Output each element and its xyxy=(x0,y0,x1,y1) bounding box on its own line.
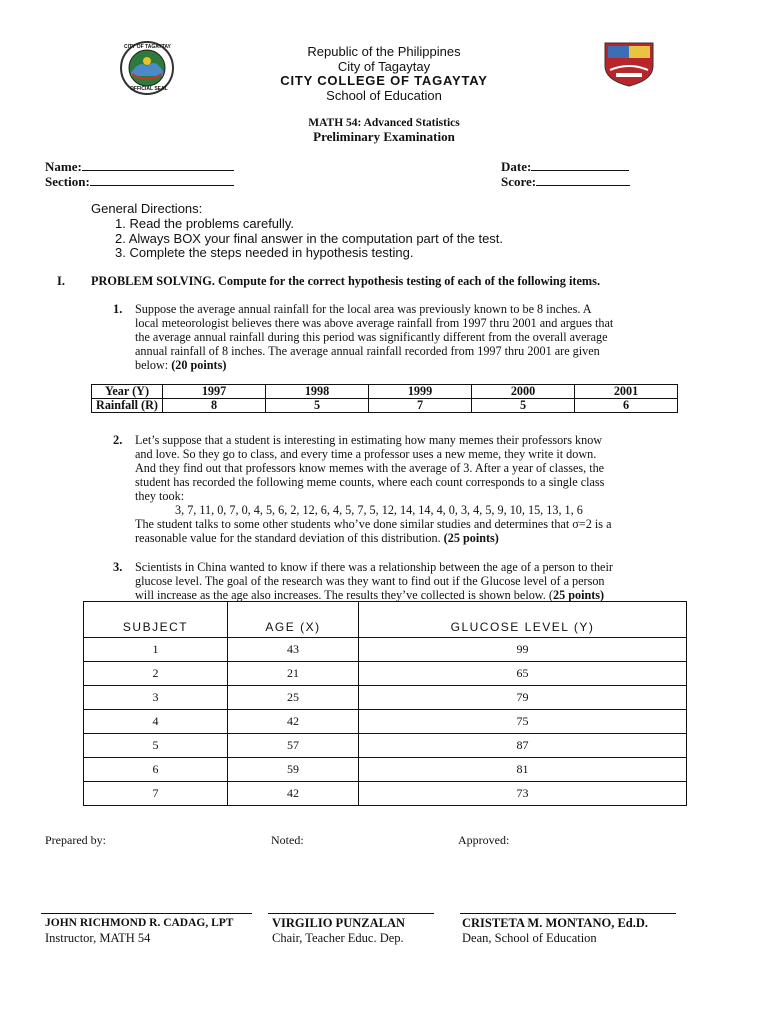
name-blank[interactable] xyxy=(82,158,234,171)
rain-year-cell: 1998 xyxy=(266,385,369,399)
q1-line-1: Suppose the average annual rainfall for the local area was previously known to be 8 inches. A xyxy=(135,302,592,316)
glucose-header-level: GLUCOSE LEVEL (Y) xyxy=(359,602,687,638)
glucose-cell: 42 xyxy=(228,710,359,734)
noted-label: Noted: xyxy=(271,833,304,847)
course-title: MATH 54: Advanced Statistics xyxy=(308,117,460,129)
rain-year-cell: 2000 xyxy=(472,385,575,399)
table-row xyxy=(84,662,687,686)
q2-data: 3, 7, 11, 0, 7, 0, 4, 5, 6, 2, 12, 6, 4, 5, 7, 5, 12, 14, 14, 4, 0, 3, 4, 5, 9, 10, 15, 13, 1, 6 xyxy=(175,503,583,517)
q2-line-2: and love. So they go to class, and every time a professor uses a new meme, they write it down. xyxy=(135,447,597,461)
glucose-cell: 43 xyxy=(228,638,359,662)
q2-number: 2. xyxy=(113,433,123,447)
direction-item-3: 3. Complete the steps needed in hypothesis testing. xyxy=(115,245,414,260)
approved-label: Approved: xyxy=(458,833,510,847)
glucose-cell: 59 xyxy=(228,758,359,782)
q1-points: (20 points) xyxy=(171,358,227,372)
glucose-cell: 3 xyxy=(84,686,228,710)
table-row xyxy=(92,399,678,413)
glucose-cell: 81 xyxy=(359,758,687,782)
glucose-cell: 1 xyxy=(84,638,228,662)
q3-number: 3. xyxy=(113,560,123,574)
glucose-cell: 99 xyxy=(359,638,687,662)
name-label: Name: xyxy=(45,159,82,174)
glucose-cell: 5 xyxy=(84,734,228,758)
section-field[interactable] xyxy=(45,173,234,190)
glucose-cell: 6 xyxy=(84,758,228,782)
noted-signature-line xyxy=(268,913,434,914)
prepared-name: JOHN RICHMOND R. CADAG, LPT xyxy=(45,917,234,929)
directions-title: General Directions: xyxy=(91,201,203,216)
section-blank[interactable] xyxy=(90,173,234,186)
approved-signature-line xyxy=(460,913,676,914)
rain-value-cell: 6 xyxy=(575,399,678,413)
q3-line-2: glucose level. The goal of the research was they want to find out if the Glucose level of a person xyxy=(135,574,605,588)
q1-text xyxy=(135,302,680,372)
date-blank[interactable] xyxy=(531,158,629,171)
approved-name: CRISTETA M. MONTANO, Ed.D. xyxy=(462,916,649,930)
q1-number: 1. xyxy=(113,302,123,316)
q1-line-4: annual rainfall of 8 inches. The average annual rainfall recorded from 1997 thru 2001 are given xyxy=(135,344,600,358)
table-row xyxy=(84,602,687,638)
approved-title: Dean, School of Education xyxy=(462,931,597,945)
q2-points: (25 points) xyxy=(443,531,499,545)
rain-value-cell: 8 xyxy=(163,399,266,413)
direction-item-1: 1. Read the problems carefully. xyxy=(115,216,294,231)
glucose-cell: 87 xyxy=(359,734,687,758)
exam-title: Preliminary Examination xyxy=(313,129,455,144)
rain-value-cell: 5 xyxy=(266,399,369,413)
q3-line-3: will increase as the age also increases. The results they’ve collected is shown below. ( xyxy=(135,588,553,602)
section-label: Section: xyxy=(45,174,90,189)
q2-line-1: Let’s suppose that a student is interesting in estimating how many memes their professors know xyxy=(135,433,603,447)
part-title: PROBLEM SOLVING. Compute for the correct hypothesis testing of each of the following items. xyxy=(91,274,601,288)
q3-text xyxy=(135,560,680,602)
q3-line-1: Scientists in China wanted to know if there was a relationship between the age of a person to their xyxy=(135,560,613,574)
glucose-cell: 73 xyxy=(359,782,687,806)
glucose-cell: 42 xyxy=(228,782,359,806)
glucose-cell: 79 xyxy=(359,686,687,710)
glucose-cell: 2 xyxy=(84,662,228,686)
table-row xyxy=(84,782,687,806)
q2-line-5: they took: xyxy=(135,489,185,503)
rain-year-cell: 2001 xyxy=(575,385,678,399)
glucose-cell: 57 xyxy=(228,734,359,758)
glucose-cell: 7 xyxy=(84,782,228,806)
rain-year-cell: 1999 xyxy=(369,385,472,399)
header-school: School of Education xyxy=(326,88,442,103)
q2-line-3: And they find out that professors know memes with the average of 3. After a year of classes, the xyxy=(135,461,605,475)
table-row xyxy=(92,385,678,399)
glucose-cell: 75 xyxy=(359,710,687,734)
prepared-label: Prepared by: xyxy=(45,833,106,847)
table-row xyxy=(84,734,687,758)
table-row xyxy=(84,638,687,662)
glucose-cell: 65 xyxy=(359,662,687,686)
q2-line-6: The student talks to some other students who’ve done similar studies and determines that σ=2 is a xyxy=(135,517,612,531)
noted-title: Chair, Teacher Educ. Dep. xyxy=(272,931,404,945)
seal-text-top: CITY OF TAGAYTAY xyxy=(124,44,171,50)
rain-header-cell: Year (Y) xyxy=(92,385,163,399)
glucose-cell: 21 xyxy=(228,662,359,686)
q1-line-3: the average annual rainfall during this period was significantly different from the overall average xyxy=(135,330,608,344)
glucose-header-age: AGE (X) xyxy=(228,602,359,638)
glucose-cell: 4 xyxy=(84,710,228,734)
q2-text xyxy=(135,433,680,545)
rain-header-cell: Rainfall (R) xyxy=(92,399,163,413)
rain-value-cell: 5 xyxy=(472,399,575,413)
rain-value-cell: 7 xyxy=(369,399,472,413)
score-label: Score: xyxy=(501,174,537,189)
glucose-header-subject: SUBJECT xyxy=(84,602,228,638)
header-college: CITY COLLEGE OF TAGAYTAY xyxy=(280,73,488,88)
rainfall-table xyxy=(91,384,678,413)
q2-line-7: reasonable value for the standard deviation of this distribution. xyxy=(135,531,444,545)
q1-line-2: local meteorologist believes there was above average rainfall from 1997 thru 2001 and argues that xyxy=(135,316,614,330)
rain-year-cell: 1997 xyxy=(163,385,266,399)
table-row xyxy=(84,686,687,710)
glucose-cell: 25 xyxy=(228,686,359,710)
q1-line-5: below: xyxy=(135,358,172,372)
score-blank[interactable] xyxy=(536,173,630,186)
part-roman: I. xyxy=(57,274,65,288)
q2-line-4: student has recorded the following meme counts, where each count corresponds to a single class xyxy=(135,475,605,489)
noted-name: VIRGILIO PUNZALAN xyxy=(272,916,406,930)
header-republic: Republic of the Philippines xyxy=(307,44,461,59)
header-city: City of Tagaytay xyxy=(337,59,431,74)
seal-text-bottom: OFFICIAL SEAL xyxy=(130,86,168,92)
direction-item-2: 2. Always BOX your final answer in the computation part of the test. xyxy=(115,231,504,246)
table-row xyxy=(84,758,687,782)
table-row xyxy=(84,710,687,734)
prepared-signature-line xyxy=(41,913,252,914)
q3-points: 25 points) xyxy=(552,588,605,602)
date-label: Date: xyxy=(501,159,532,174)
glucose-table xyxy=(83,601,687,806)
score-field[interactable] xyxy=(501,173,630,190)
prepared-title: Instructor, MATH 54 xyxy=(45,931,151,945)
